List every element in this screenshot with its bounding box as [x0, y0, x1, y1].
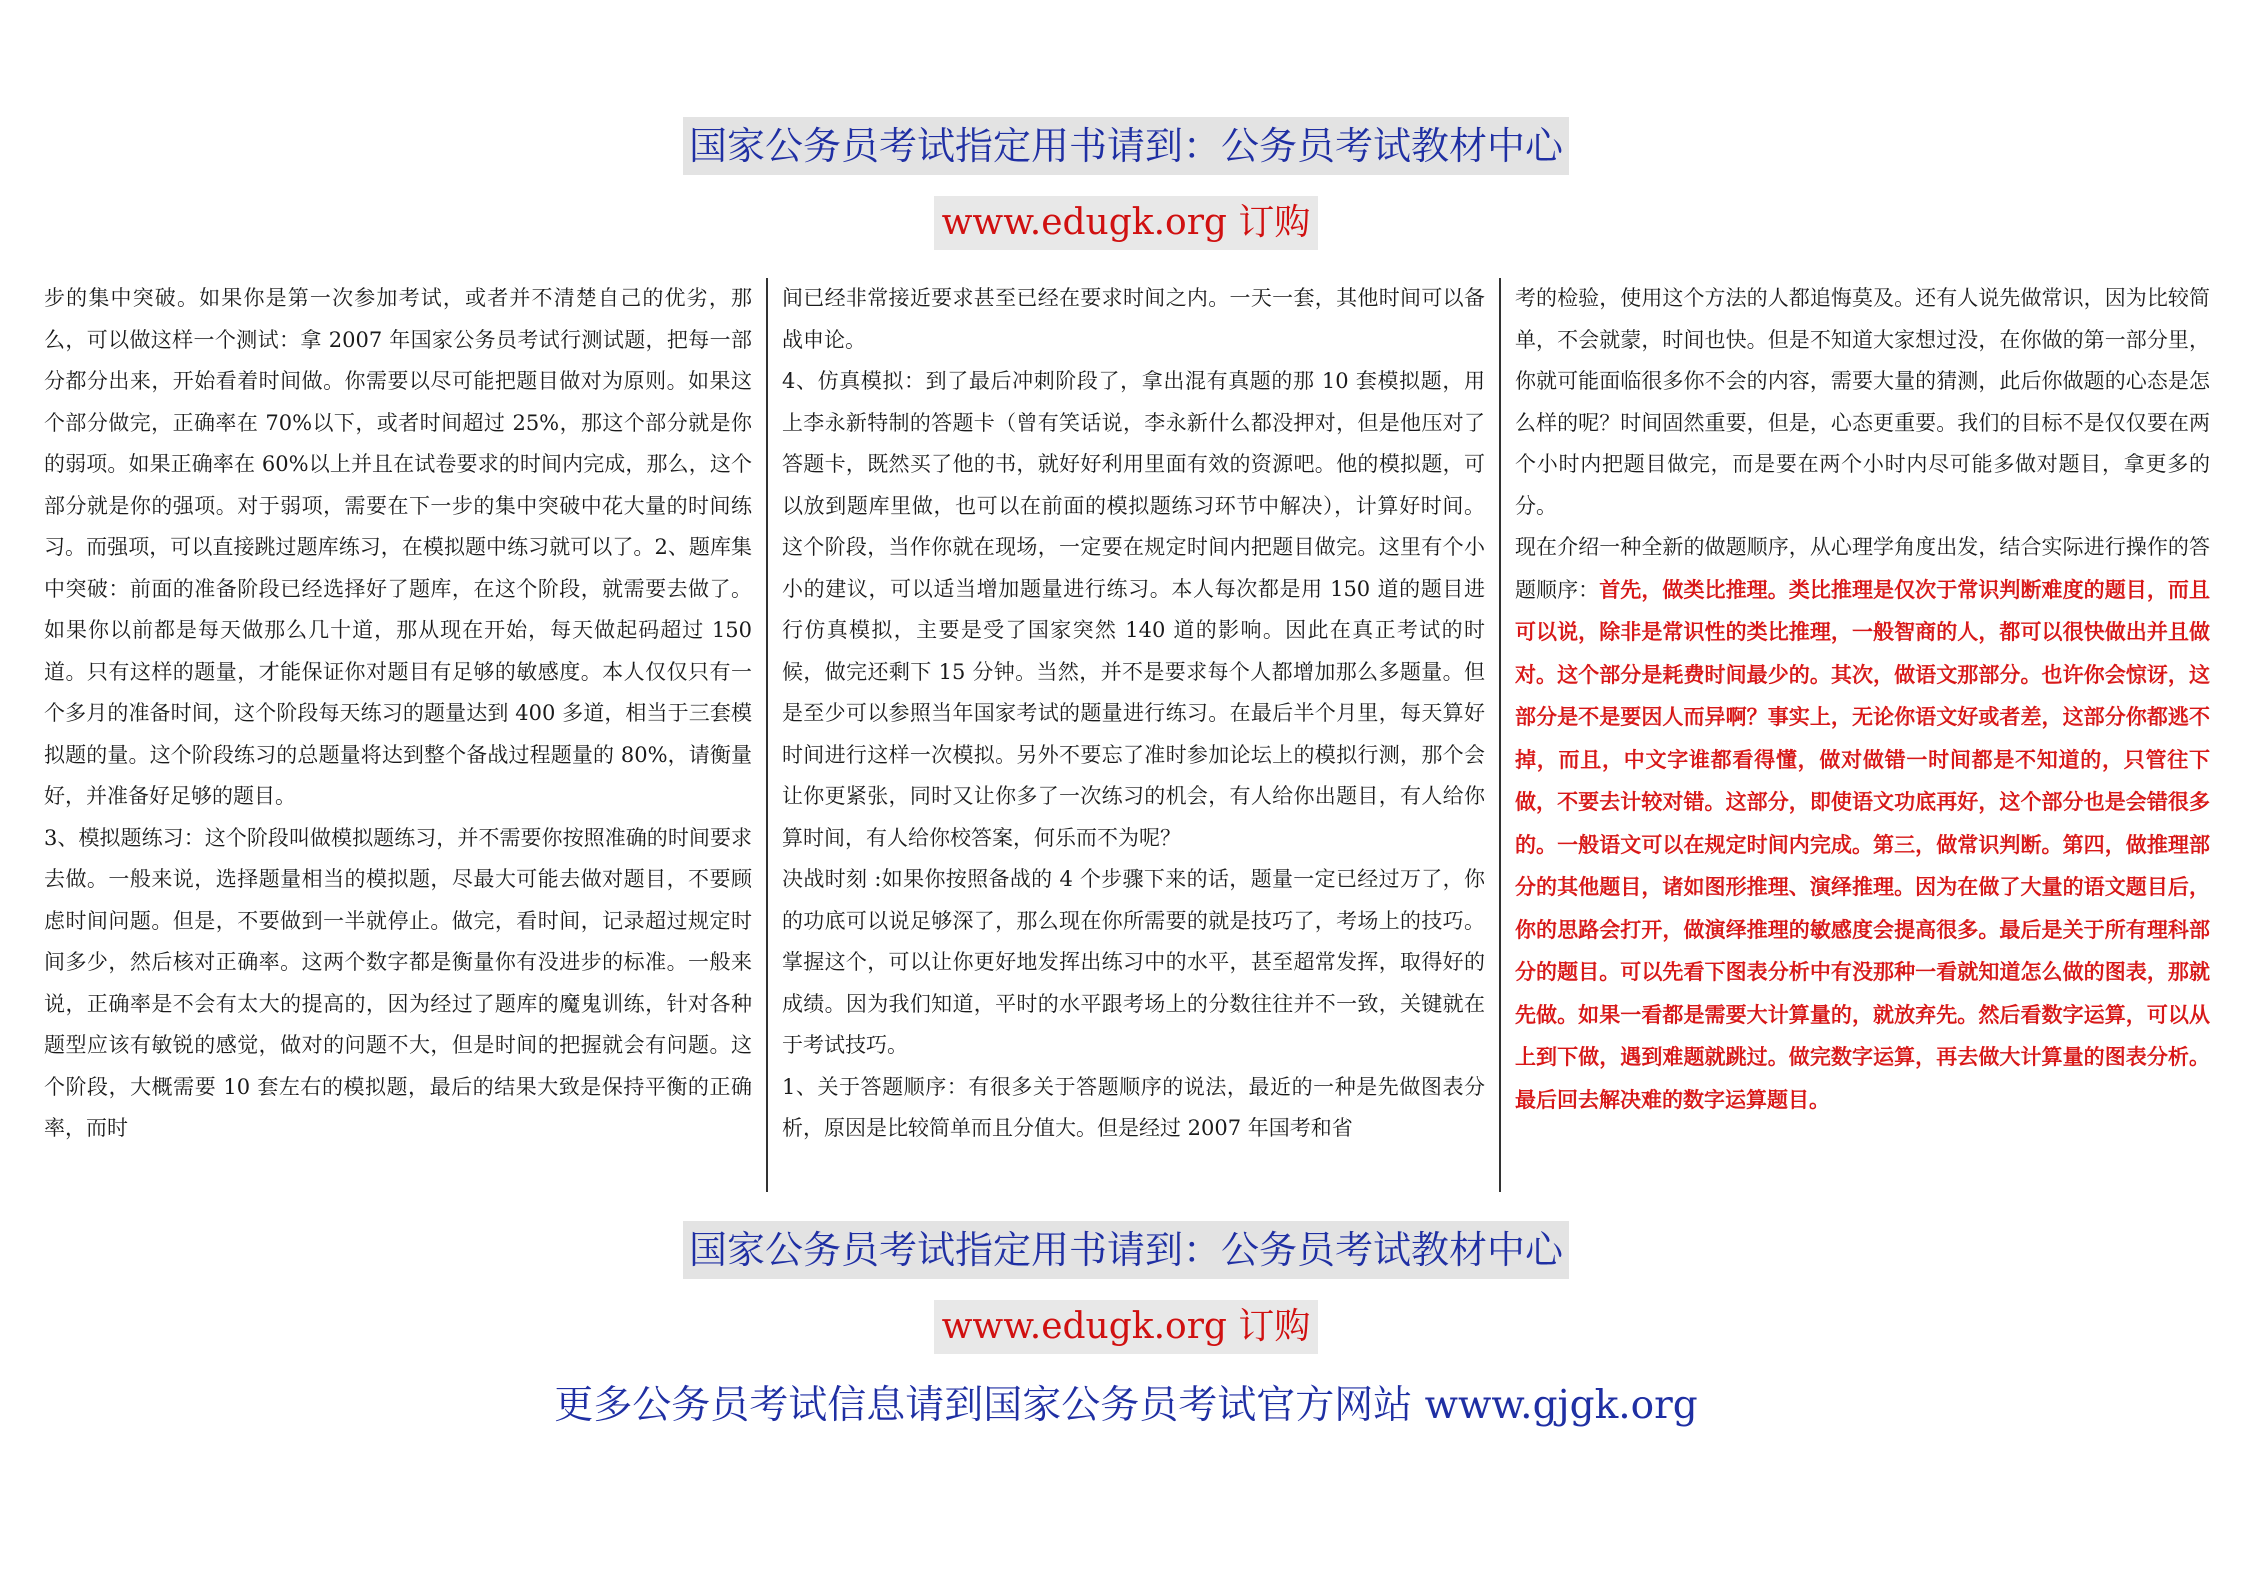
- top-title-text: 国家公务员考试指定用书请到：公务员考试教材中心: [683, 117, 1569, 175]
- col1-paragraph-2: 3、模拟题练习：这个阶段叫做模拟题练习，并不需要你按照准确的时间要求去做。一般来说，选择题量相当的模拟题，尽最大可能去做对题目，不要顾虑时间问题。但是，不要做到一半就停止。做完，看时间，记录超过规定时间多少，然后核对正确率。这两个数字都是衡量你有没进步的标准。一般来说，正确率是不会有太大的提高的，因为经过了题库的魔鬼训练，针对各种题型应该有敏锐的感觉，做对的问题不大，但是时间的把握就会有问题。这个阶段，大概需要 10 套左右的模拟题，最后的结果大致是保持平衡的正确率，而时: [44, 825, 752, 1140]
- bottom-link-text[interactable]: www.edugk.org 订购: [934, 1300, 1319, 1354]
- col3-intro-text: 现在介绍一种全新的做题顺序，从心理学角度出发，结合实际进行操作的答题顺序：: [1515, 535, 2210, 602]
- col1-paragraph-1: 步的集中突破。如果你是第一次参加考试，或者并不清楚自己的优劣，那么，可以做这样一个测试：拿 2007 年国家公务员考试行测试题，把每一部分都分出来，开始看着时间做。你需要以尽可能把题目做对为原则。如果这个部分做完，正确率在 70%以下，或者时间超过 25%，那这个部分就是你的弱项。如果正确率在 60%以上并且在试卷要求的时间内完成，那么，这个部分就是你的强项。对于弱项，需要在下一步的集中突破中花大量的时间练习。而强项，可以直接跳过题库练习，在模拟题中练习就可以了。2、题库集中突破：前面的准备阶段已经选择好了题库，在这个阶段，就需要去做了。如果你以前都是每天做那么几十道，那从现在开始，每天做起码超过 150 道。只有这样的题量，才能保证你对题目有足够的敏感度。本人仅仅只有一个多月的准备时间，这个阶段每天练习的题量达到 400 多道，相当于三套模拟题的量。这个阶段练习的总题量将达到整个备战过程题量的 80%，请衡量好，并准备好足够的题目。: [44, 286, 752, 808]
- col3-paragraph-1: 考的检验，使用这个方法的人都追悔莫及。还有人说先做常识，因为比较简单，不会就蒙，时间也快。但是不知道大家想过没，在你做的第一部分里，你就可能面临很多你不会的内容，需要大量的猜测，此后你做题的心态是怎么样的呢？时间固然重要，但是，心态更重要。我们的目标不是仅仅要在两个小时内把题目做完，而是要在两个小时内尽可能多做对题目，拿更多的分。: [1515, 286, 2210, 518]
- col2-paragraph-1: 间已经非常接近要求甚至已经在要求时间之内。一天一套，其他时间可以备战申论。: [782, 286, 1485, 352]
- top-banner-title: [0, 117, 2252, 175]
- top-link-text[interactable]: www.edugk.org 订购: [934, 196, 1319, 250]
- col3-paragraph-2: [1515, 527, 2210, 1121]
- bottom-title-text: 国家公务员考试指定用书请到：公务员考试教材中心: [683, 1221, 1569, 1279]
- official-site-line[interactable]: 更多公务员考试信息请到国家公务员考试官方网站 www.gjgk.org: [554, 1383, 1698, 1428]
- col3-highlight-text: 首先，做类比推理。类比推理是仅次于常识判断难度的题目，而且可以说，除非是常识性的类比推理，一般智商的人，都可以很快做出并且做对。这个部分是耗费时间最少的。其次，做语文那部分。也许你会惊讶，这部分是不是要因人而异啊？事实上，无论你语文好或者差，这部分你都逃不掉，而且，中文字谁都看得懂，做对做错一时间都是不知道的，只管往下做，不要去计较对错。这部分，即使语文功底再好，这个部分也是会错很多的。一般语文可以在规定时间内完成。第三，做常识判断。第四，做推理部分的其他题目，诸如图形推理、演绎推理。因为在做了大量的语文题目后，你的思路会打开，做演绎推理的敏感度会提高很多。最后是关于所有理科部分的题目。可以先看下图表分析中有没那种一看就知道怎么做的图表，那就先做。如果一看都是需要大计算量的，就放弃先。然后看数字运算，可以从上到下做，遇到难题就跳过。做完数字运算，再去做大计算量的图表分析。最后回去解决难的数字运算题目。: [1515, 576, 2210, 1112]
- article-columns: [40, 278, 2214, 1192]
- col2-paragraph-2: 4、仿真模拟：到了最后冲刺阶段了，拿出混有真题的那 10 套模拟题，用上李永新特制的答题卡（曾有笑话说，李永新什么都没押对，但是他压对了答题卡，既然买了他的书，就好好利用里面有效的资源吧。他的模拟题，可以放到题库里做，也可以在前面的模拟题练习环节中解决），计算好时间。这个阶段，当作你就在现场，一定要在规定时间内把题目做完。这里有个小小的建议，可以适当增加题量进行练习。本人每次都是用 150 道的题目进行仿真模拟，主要是受了国家突然 140 道的影响。因此在真正考试的时候，做完还剩下 15 分钟。当然，并不是要求每个人都增加那么多题量。但是至少可以参照当年国家考试的题量进行练习。在最后半个月里，每天算好时间进行这样一次模拟。另外不要忘了准时参加论坛上的模拟行测，那个会让你更紧张，同时又让你多了一次练习的机会，有人给你出题目，有人给你算时间，有人给你校答案，何乐而不为呢？: [782, 369, 1485, 850]
- column-2: [768, 278, 1501, 1192]
- bottom-banner-title: [0, 1221, 2252, 1279]
- column-1: [40, 278, 768, 1192]
- col2-paragraph-4: 1、关于答题顺序：有很多关于答题顺序的说法，最近的一种是先做图表分析，原因是比较简单而且分值大。但是经过 2007 年国考和省: [782, 1074, 1485, 1140]
- top-banner-link[interactable]: [0, 196, 2252, 250]
- bottom-banner-link[interactable]: [0, 1300, 2252, 1354]
- column-3: [1501, 278, 2214, 1192]
- col2-paragraph-3: 决战时刻 :如果你按照备战的 4 个步骤下来的话，题量一定已经过万了，你的功底可以说足够深了，那么现在你所需要的就是技巧了，考场上的技巧。掌握这个，可以让你更好地发挥出练习中的水平，甚至超常发挥，取得好的成绩。因为我们知道，平时的水平跟考场上的分数往往并不一致，关键就在于考试技巧。: [782, 867, 1485, 1057]
